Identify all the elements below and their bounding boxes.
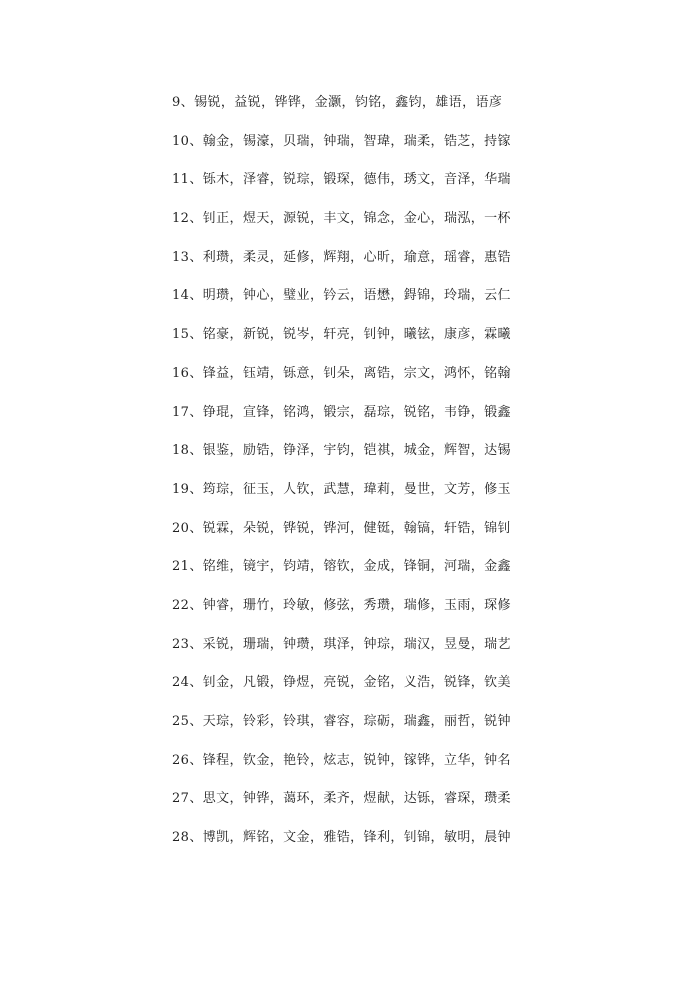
list-item: 12、钊正，煜天，源锐，丰文，锦念，金心，瑞泓，一杯 [172,211,511,227]
list-item: 22、钟睿，珊竹，玲敏，修弦，秀瓒，瑞修，玉雨，琛修 [172,597,511,613]
list-item: 18、银鉴，励锆，铮泽，宇钧，铠祺，城金，辉智，达锡 [172,443,511,459]
list-item: 28、博凯，辉铭，文金，雅锆，锋利，钊锦，敏明，晨钟 [172,830,511,846]
list-item: 19、筠琮，征玉，人钦，武慧，瑋莉，曼世，文芳，修玉 [172,481,511,497]
list-item: 16、锋益，钰靖，铄意，钊朵，离锆，宗文，鸿怀，铭翰 [172,365,511,381]
list-item: 21、铭维，镜宇，钧靖，镕钦，金成，锋铜，河瑞，金鑫 [172,559,511,575]
list-item: 25、天琮，铃彩，铃琪，睿容，琮砺，瑞鑫，丽哲，锐钟 [172,714,511,729]
list-item: 14、明瓒，钟心，璧业，钤云，语懋，鍀锦，玲瑞，云仁 [172,288,511,304]
list-item: 27、思文，钟铧，蔼环，柔齐，煜献，达铄，睿琛，瓒柔 [172,791,511,807]
list-item: 11、铄木，泽睿，锐琮，锻琛，德伟，琇文，音泽，华瑞 [172,172,511,188]
list-item: 15、铭豪，新锐，锐岑，轩亮，钊钟，曦铉，康彦，霖曦 [172,327,511,343]
list-item: 17、铮琨，宣锋，铭鸿，锻宗，磊琮，锐铭，韦铮，锻鑫 [172,404,511,420]
list-item: 13、利瓒，柔灵，延修，辉翔，心昕，瑜意，瑶睿，惠锆 [172,249,511,265]
list-item: 26、锋程，钦金，艳铃，炫志，锐钟，镓铧，立华，钟名 [172,752,511,768]
name-list [172,91,592,865]
list-item: 23、采锐，珊瑞，钟瓒，琪泽，钟琮，瑞汉，昱曼，瑞艺 [172,636,511,652]
list-item: 24、钊金，凡锻，铮煜，亮锐，金铭，义浩，锐锋，钦美 [172,675,511,691]
list-item: 9、锡锐，益锐，铧铧，金灏，钧铭，鑫钧，雄语，语彦 [172,95,503,110]
list-item: 10、翰金，锡濠，贝瑞，钟瑞，智瑋，瑞柔，锆芝，持镓 [172,133,511,149]
list-item: 20、锐霖，朵锐，铧锐，铧河，健铤，翰镐，轩锆，锦钊 [172,520,511,536]
